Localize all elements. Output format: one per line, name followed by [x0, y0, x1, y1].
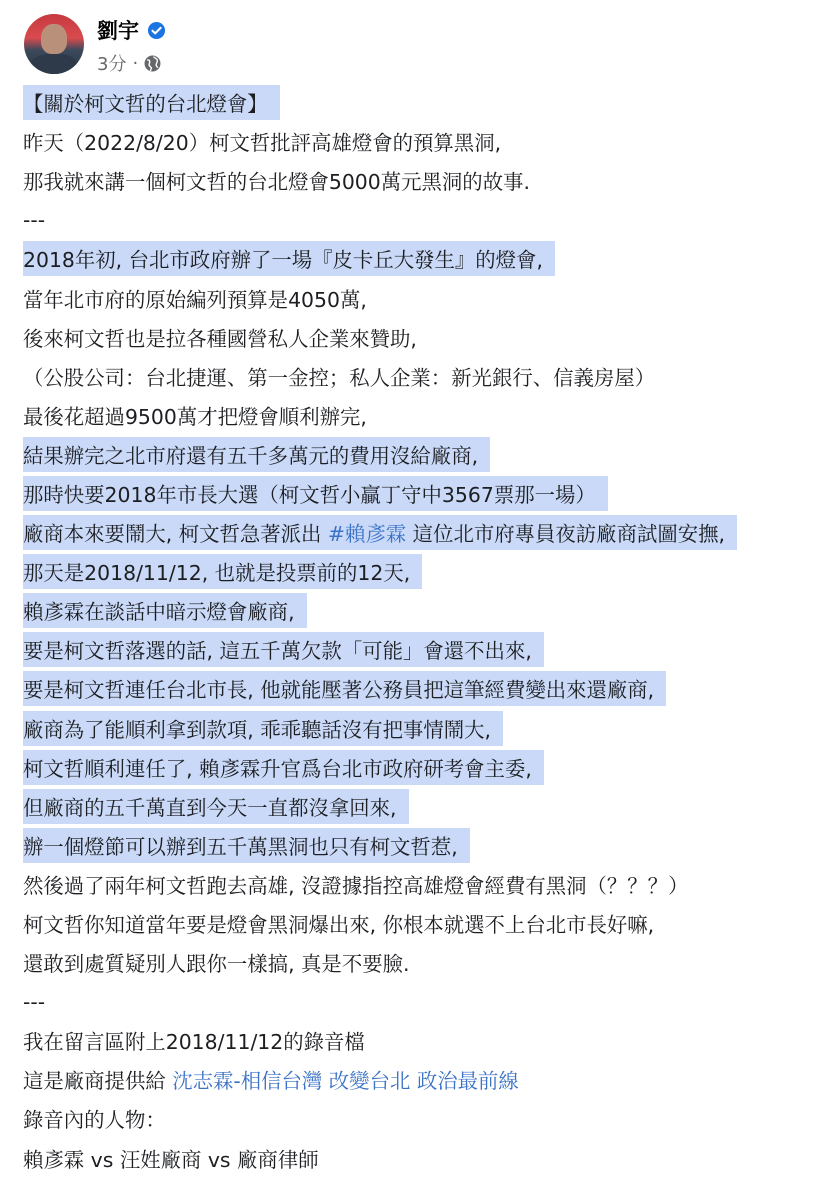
post-line-text — [23, 909, 654, 938]
post-line-text — [23, 671, 666, 706]
line-text: 結果辦完之北市府還有五千多萬元的費用沒給廠商, — [23, 443, 479, 468]
post-line — [23, 552, 818, 591]
avatar-body — [30, 54, 78, 74]
post-line — [23, 669, 818, 708]
line-text: 柯文哲順利連任了, 賴彥霖升官爲台北市政府研考會主委, — [23, 756, 532, 781]
line-text: 賴彥霖在談話中暗示燈會廠商, — [23, 600, 295, 625]
line-text: （公股公司：台北捷運、第一金控；私人企業：新光銀行、信義房屋） — [23, 365, 656, 390]
post-line-text — [23, 1144, 319, 1173]
post-line-text — [23, 593, 307, 628]
line-text-after: 這位北市府專員夜訪廠商試圖安撫, — [406, 522, 726, 547]
author-name[interactable]: 劉宇 — [97, 19, 139, 43]
post-timestamp[interactable]: 3分 — [97, 54, 127, 75]
post-line-text — [23, 750, 544, 785]
post-line-text — [23, 990, 45, 1014]
post-line-text — [23, 476, 608, 511]
post-line-text — [23, 284, 367, 313]
post-line-text — [23, 1104, 166, 1133]
line-text: 那我就來講一個柯文哲的台北燈會5000萬元黑洞的故事. — [23, 170, 530, 195]
post-line — [23, 630, 818, 669]
post-line — [23, 943, 818, 982]
post-line — [23, 709, 818, 748]
post-line-text — [23, 166, 530, 195]
post-line — [23, 161, 818, 200]
line-text: 錄音內的人物： — [23, 1108, 166, 1133]
post-line-text — [23, 515, 737, 550]
post-separator — [23, 200, 818, 239]
post-line — [23, 435, 818, 474]
line-text: 賴彥霖 vs 汪姓廠商 vs 廠商律師 — [23, 1147, 319, 1172]
line-text: 那天是2018/11/12, 也就是投票前的12天, — [23, 561, 411, 586]
post-separator — [23, 982, 818, 1021]
post-line-text — [23, 85, 280, 120]
post-line-text — [23, 208, 45, 232]
post-line — [23, 278, 818, 317]
verified-badge-icon — [147, 21, 166, 40]
post-body — [23, 83, 818, 1178]
post-line-text — [23, 554, 422, 589]
post-line-text — [23, 948, 409, 977]
post-line — [23, 513, 818, 552]
author-row — [97, 16, 166, 44]
line-text: 廠商為了能順利拿到款項, 乖乖聽話沒有把事情鬧大, — [23, 717, 492, 742]
meta-separator: · — [132, 52, 139, 74]
post-link[interactable]: #賴彥霖 — [327, 522, 407, 547]
post-line — [23, 748, 818, 787]
post-line — [23, 474, 818, 513]
line-text: 2018年初, 台北市政府辦了一場『皮卡丘大發生』的燈會, — [23, 248, 543, 273]
post-line-text — [23, 323, 417, 352]
post-header — [24, 14, 814, 76]
post-line — [23, 122, 818, 161]
post-line — [23, 787, 818, 826]
avatar[interactable] — [24, 14, 84, 74]
line-text: 當年北市府的原始編列預算是4050萬, — [23, 287, 367, 312]
line-text: 要是柯文哲落選的話, 這五千萬欠款「可能」會還不出來, — [23, 639, 532, 664]
line-text: 【關於柯文哲的台北燈會】 — [23, 92, 268, 117]
post-line-text — [23, 870, 688, 899]
post-line-text — [23, 789, 409, 824]
post-line-text — [23, 241, 555, 276]
post-line — [23, 239, 818, 278]
globe-icon[interactable] — [144, 55, 161, 72]
post-line — [23, 904, 818, 943]
post-line-text — [23, 1026, 365, 1055]
avatar-face — [41, 24, 67, 54]
post-line-text — [23, 437, 490, 472]
line-text: 廠商本來要鬧大, 柯文哲急著派出 — [23, 522, 328, 547]
post-line-text — [23, 401, 367, 430]
post-line — [23, 1021, 818, 1060]
post-line — [23, 318, 818, 357]
line-text: 還敢到處質疑別人跟你一樣搞, 真是不要臉. — [23, 952, 410, 977]
post-line — [23, 396, 818, 435]
line-text: 最後花超過9500萬才把燈會順利辦完, — [23, 404, 367, 429]
line-text: 後來柯文哲也是拉各種國營私人企業來贊助, — [23, 326, 417, 351]
post-line — [23, 83, 818, 122]
line-text: --- — [23, 989, 46, 1014]
post-line — [23, 1099, 818, 1138]
line-text: 這是廠商提供給 — [23, 1069, 173, 1094]
post-line — [23, 1060, 818, 1099]
post-line-text — [23, 362, 655, 391]
post-line-text — [23, 1065, 519, 1094]
post-line — [23, 357, 818, 396]
line-text: 辦一個燈節可以辦到五千萬黑洞也只有柯文哲惹, — [23, 834, 458, 859]
post-line-text — [23, 828, 470, 863]
post-line — [23, 1139, 818, 1178]
line-text: 我在留言區附上2018/11/12的錄音檔 — [23, 1030, 365, 1055]
post-line-text — [23, 711, 503, 746]
post-line-text — [23, 632, 544, 667]
line-text: 昨天（2022/8/20）柯文哲批評高雄燈會的預算黑洞, — [23, 131, 502, 156]
post-line — [23, 865, 818, 904]
post-line-text — [23, 127, 501, 156]
post-meta — [97, 50, 161, 76]
post-link[interactable]: 沈志霖-相信台灣 改變台北 政治最前線 — [172, 1069, 519, 1094]
line-text: 然後過了兩年柯文哲跑去高雄, 沒證據指控高雄燈會經費有黑洞（？？？） — [23, 873, 689, 898]
line-text: 那時快要2018年市長大選（柯文哲小贏丁守中3567票那一場） — [23, 482, 596, 507]
post-line — [23, 826, 818, 865]
post-line — [23, 591, 818, 630]
line-text: 要是柯文哲連任台北市長, 他就能壓著公務員把這筆經費變出來還廠商, — [23, 678, 655, 703]
line-text: 但廠商的五千萬直到今天一直都沒拿回來, — [23, 795, 397, 820]
line-text: --- — [23, 207, 46, 232]
line-text: 柯文哲你知道當年要是燈會黑洞爆出來, 你根本就選不上台北市長好嘛, — [23, 913, 655, 938]
